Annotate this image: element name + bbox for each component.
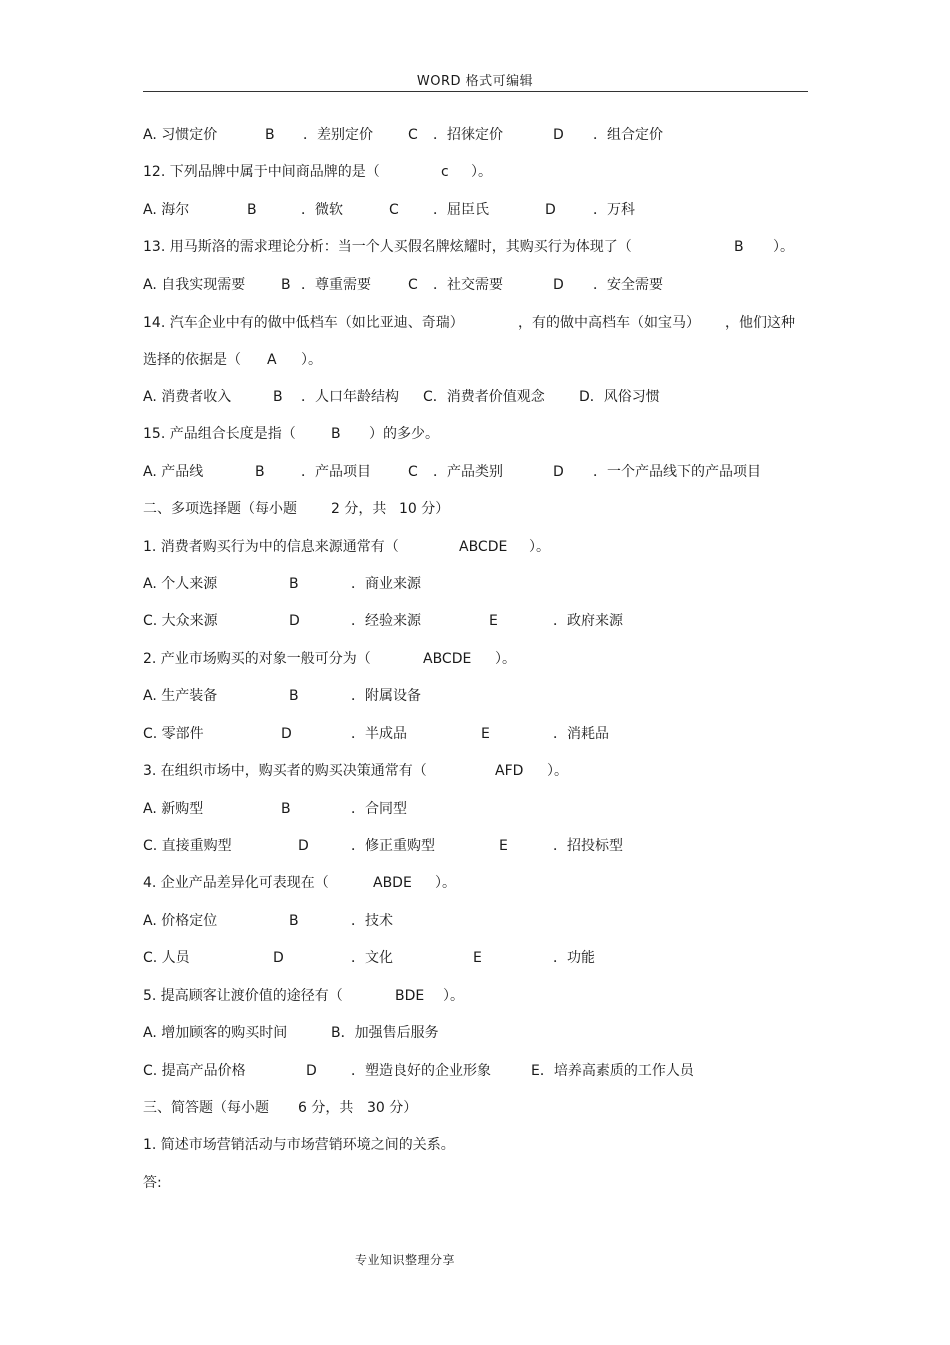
text-segment: 5. 提高顾客让渡价值的途径有（ bbox=[143, 988, 343, 1004]
text-segment: B bbox=[281, 801, 291, 817]
text-segment: ．政府来源 bbox=[553, 613, 623, 629]
text-segment: ．合同型 bbox=[351, 801, 407, 817]
text-segment: C bbox=[408, 277, 418, 293]
text-segment: D bbox=[553, 277, 564, 293]
text-segment: A. 自我实现需要 bbox=[143, 277, 246, 293]
text-segment: ．差别定价 bbox=[303, 127, 373, 143]
text-segment: ．社交需要 bbox=[433, 277, 503, 293]
text-segment: B bbox=[734, 239, 744, 255]
text-segment: ）。 bbox=[547, 763, 568, 779]
text-segment: ABDE bbox=[373, 875, 412, 891]
text-segment: E．培养高素质的工作人员 bbox=[531, 1063, 694, 1079]
text-segment: C．消费者价值观念 bbox=[423, 389, 545, 405]
page-header: WORD 格式可编辑 bbox=[416, 74, 534, 89]
text-segment: ．微软 bbox=[301, 202, 343, 218]
text-segment: 12. 下列品牌中属于中间商品牌的是（ bbox=[143, 164, 380, 180]
text-segment: 6 分，共 bbox=[298, 1100, 354, 1116]
text-segment: C bbox=[389, 202, 399, 218]
text-segment: ）。 bbox=[495, 651, 516, 667]
text-segment: BDE bbox=[395, 988, 425, 1004]
text-segment: C. 大众来源 bbox=[143, 613, 218, 629]
text-segment: c bbox=[441, 164, 449, 180]
text-segment: ）。 bbox=[529, 539, 550, 555]
text-segment: ．安全需要 bbox=[593, 277, 663, 293]
text-segment: 答: bbox=[143, 1175, 162, 1191]
text-segment: ．消耗品 bbox=[553, 726, 609, 742]
text-segment: B bbox=[281, 277, 291, 293]
text-segment: ）。 bbox=[301, 352, 322, 368]
text-segment: ）。 bbox=[443, 988, 464, 1004]
text-segment: E bbox=[481, 726, 490, 742]
text-segment: 15. 产品组合长度是指（ bbox=[143, 426, 296, 442]
text-segment: 三、简答题（每小题 bbox=[143, 1100, 269, 1116]
text-segment: E bbox=[499, 838, 508, 854]
text-segment: ．招徕定价 bbox=[433, 127, 503, 143]
page-footer: 专业知识整理分享 bbox=[354, 1253, 455, 1267]
text-segment: A. 价格定位 bbox=[143, 913, 218, 929]
text-segment: A. 消费者收入 bbox=[143, 389, 232, 405]
text-segment: C bbox=[408, 464, 418, 480]
text-segment: B bbox=[331, 426, 341, 442]
text-segment: B bbox=[265, 127, 275, 143]
text-segment: E bbox=[489, 613, 498, 629]
text-segment: D．风俗习惯 bbox=[579, 389, 660, 405]
text-segment: 2 分，共 bbox=[331, 501, 387, 517]
text-segment: D bbox=[306, 1063, 317, 1079]
text-segment: 选择的依据是（ bbox=[143, 352, 241, 368]
text-segment: B bbox=[289, 688, 299, 704]
text-segment: ．半成品 bbox=[351, 726, 407, 742]
text-segment: ）的多少。 bbox=[369, 426, 439, 442]
header-rule bbox=[143, 91, 808, 92]
text-segment: C bbox=[408, 127, 418, 143]
text-segment: 10 分） bbox=[399, 501, 450, 517]
text-segment: ．万科 bbox=[593, 202, 635, 218]
text-segment: ABCDE bbox=[459, 539, 508, 555]
text-segment: ．技术 bbox=[351, 913, 393, 929]
text-segment: 13. 用马斯洛的需求理论分析：当一个人买假名牌炫耀时，其购买行为体现了（ bbox=[143, 239, 632, 255]
text-segment: 1. 消费者购买行为中的信息来源通常有（ bbox=[143, 539, 399, 555]
text-segment: ．组合定价 bbox=[593, 127, 663, 143]
text-segment: ．人口年龄结构 bbox=[301, 389, 399, 405]
text-segment: ．功能 bbox=[553, 950, 595, 966]
text-segment: ．商业来源 bbox=[351, 576, 421, 592]
text-segment: C. 提高产品价格 bbox=[143, 1063, 246, 1079]
text-segment: ．尊重需要 bbox=[301, 277, 371, 293]
text-segment: ．招投标型 bbox=[553, 838, 623, 854]
text-segment: D bbox=[553, 464, 564, 480]
text-segment: ，他们这种 bbox=[725, 315, 795, 331]
text-segment: B bbox=[273, 389, 283, 405]
text-segment: ．文化 bbox=[351, 950, 393, 966]
text-segment: ）。 bbox=[773, 239, 794, 255]
text-segment: A. 个人来源 bbox=[143, 576, 218, 592]
text-segment: C. 直接重购型 bbox=[143, 838, 232, 854]
text-segment: ）。 bbox=[435, 875, 456, 891]
text-segment: A. 产品线 bbox=[143, 464, 204, 480]
text-segment: D bbox=[553, 127, 564, 143]
text-segment: C. 人员 bbox=[143, 950, 190, 966]
text-segment: ，有的做中高档车（如宝马） bbox=[518, 315, 700, 331]
text-segment: D bbox=[281, 726, 292, 742]
text-segment: B bbox=[289, 913, 299, 929]
text-segment: A. 新购型 bbox=[143, 801, 204, 817]
text-segment: B．加强售后服务 bbox=[331, 1025, 439, 1041]
text-segment: ABCDE bbox=[423, 651, 472, 667]
text-segment: ）。 bbox=[471, 164, 492, 180]
text-segment: C. 零部件 bbox=[143, 726, 204, 742]
text-segment: ．经验来源 bbox=[351, 613, 421, 629]
text-segment: 3. 在组织市场中，购买者的购买决策通常有（ bbox=[143, 763, 427, 779]
text-segment: ．附属设备 bbox=[351, 688, 421, 704]
text-segment: B bbox=[255, 464, 265, 480]
text-segment: ．屈臣氏 bbox=[433, 202, 489, 218]
text-segment: B bbox=[247, 202, 257, 218]
text-segment: A. 增加顾客的购买时间 bbox=[143, 1025, 288, 1041]
text-segment: ．产品类别 bbox=[433, 464, 503, 480]
text-segment: 2. 产业市场购买的对象一般可分为（ bbox=[143, 651, 371, 667]
text-segment: 二、多项选择题（每小题 bbox=[143, 501, 297, 517]
text-segment: D bbox=[273, 950, 284, 966]
text-segment: B bbox=[289, 576, 299, 592]
text-segment: ．修正重购型 bbox=[351, 838, 435, 854]
text-segment: A. 海尔 bbox=[143, 202, 190, 218]
text-segment: ．一个产品线下的产品项目 bbox=[593, 464, 761, 480]
text-segment: E bbox=[473, 950, 482, 966]
text-segment: A. 生产装备 bbox=[143, 688, 218, 704]
text-segment: AFD bbox=[495, 763, 524, 779]
text-segment: ．塑造良好的企业形象 bbox=[351, 1063, 491, 1079]
text-segment: 14. 汽车企业中有的做中低档车（如比亚迪、奇瑞） bbox=[143, 315, 464, 331]
text-segment: 1. 简述市场营销活动与市场营销环境之间的关系。 bbox=[143, 1137, 455, 1153]
text-segment: D bbox=[545, 202, 556, 218]
text-segment: 4. 企业产品差异化可表现在（ bbox=[143, 875, 329, 891]
text-segment: A. 习惯定价 bbox=[143, 127, 218, 143]
text-segment: 30 分） bbox=[367, 1100, 418, 1116]
text-segment: ．产品项目 bbox=[301, 464, 371, 480]
text-segment: D bbox=[289, 613, 300, 629]
text-segment: A bbox=[267, 352, 277, 368]
text-segment: D bbox=[298, 838, 309, 854]
